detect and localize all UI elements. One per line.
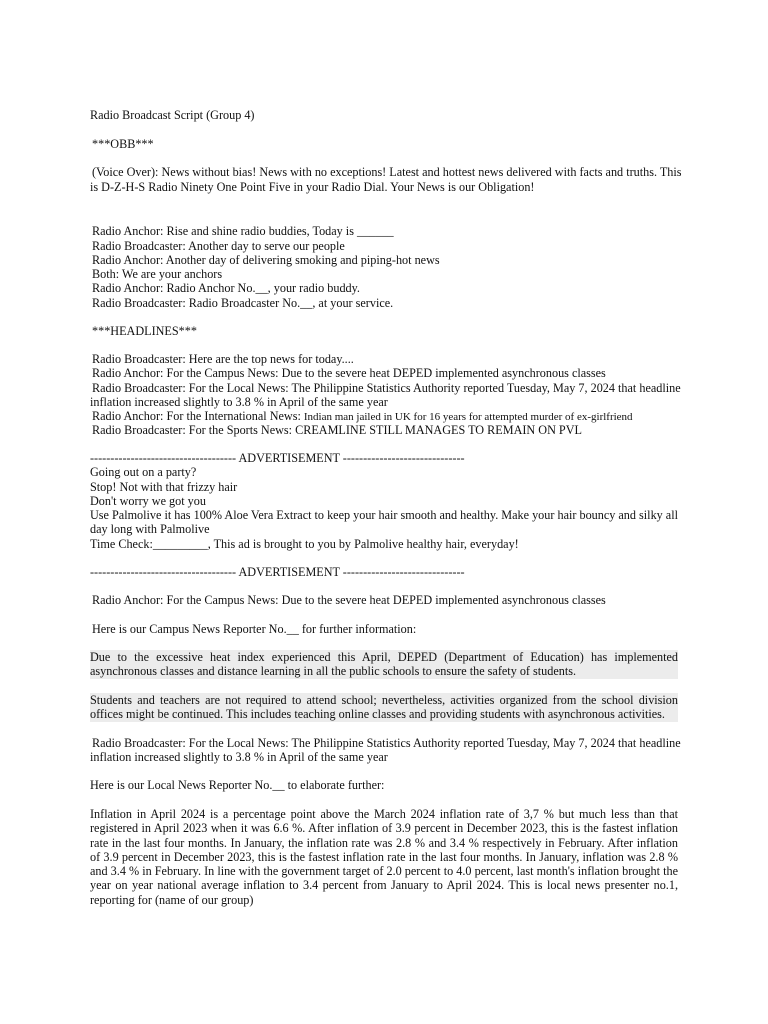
ad-line: Stop! Not with that frizzy hair bbox=[90, 480, 238, 494]
intro-line: Both: We are your anchors bbox=[92, 267, 223, 281]
voice-over-line-2: is D-Z-H-S Radio Ninety One Point Five in your Radio Dial. Your News is our Obligation! bbox=[90, 180, 535, 194]
headline-campus: Radio Anchor: For the Campus News: Due to the severe heat DEPED implemented asynchronous classes bbox=[92, 366, 606, 380]
campus-reporter-intro: Here is our Campus News Reporter No.__ for further information: bbox=[92, 622, 417, 636]
headlines-heading: ***HEADLINES*** bbox=[92, 324, 197, 338]
local-broadcaster-line-1: Radio Broadcaster: For the Local News: The Philippine Statistics Authority reported Tuesday, May 7, 2024 that headline bbox=[92, 736, 681, 750]
intro-line: Radio Anchor: Another day of delivering smoking and piping-hot news bbox=[92, 253, 440, 267]
campus-news-paragraph-1: Due to the excessive heat index experienced this April, DEPED (Department of Education) has implemented asynchronous classes and distance learning in all the public schools to ensure the safety of students. bbox=[90, 650, 678, 679]
ad-line: Don't worry we got you bbox=[90, 494, 206, 508]
advertisement-separator: ------------------------------------ ADVERTISEMENT ------------------------------ bbox=[90, 565, 465, 579]
headline-local-line-1: Radio Broadcaster: For the Local News: The Philippine Statistics Authority reported Tuesday, May 7, 2024 that headline bbox=[92, 381, 681, 395]
document-title: Radio Broadcast Script (Group 4) bbox=[90, 108, 255, 122]
intro-line: Radio Anchor: Radio Anchor No.__, your radio buddy. bbox=[92, 281, 360, 295]
campus-news-paragraph-2: Students and teachers are not required to attend school; nevertheless, activities organized from the school division offices might be continued. This includes teaching online classes and providing students with asynchronous activities. bbox=[90, 693, 678, 722]
local-reporter-intro: Here is our Local News Reporter No.__ to elaborate further: bbox=[90, 778, 385, 792]
headline-top: Radio Broadcaster: Here are the top news for today.... bbox=[92, 352, 354, 366]
intro-line: Radio Broadcaster: Radio Broadcaster No.__, at your service. bbox=[92, 296, 394, 310]
headline-international bbox=[92, 409, 680, 424]
advertisement-separator: ------------------------------------ ADVERTISEMENT ------------------------------ bbox=[90, 451, 465, 465]
campus-anchor-line: Radio Anchor: For the Campus News: Due to the severe heat DEPED implemented asynchronous classes bbox=[92, 593, 606, 607]
headline-international-prefix: Radio Anchor: For the International News: bbox=[92, 409, 304, 423]
intro-line: Radio Broadcaster: Another day to serve our people bbox=[92, 239, 345, 253]
headline-international-text: Indian man jailed in UK for 16 years for attempted murder of ex-girlfriend bbox=[303, 411, 633, 423]
headline-local-line-2: inflation increased slightly to 3.8 % in April of the same year bbox=[90, 395, 388, 409]
local-broadcaster-line-2: inflation increased slightly to 3.8 % in April of the same year bbox=[90, 750, 388, 764]
ad-time-check: Time Check:_________, This ad is brought to you by Palmolive healthy hair, everyday! bbox=[90, 537, 519, 551]
headline-sports: Radio Broadcaster: For the Sports News: CREAMLINE STILL MANAGES TO REMAIN ON PVL bbox=[92, 423, 582, 437]
ad-line: Going out on a party? bbox=[90, 465, 197, 479]
voice-over-line-1: (Voice Over): News without bias! News with no exceptions! Latest and hottest news delivered with facts and truths. This bbox=[92, 165, 682, 179]
local-news-paragraph: Inflation in April 2024 is a percentage point above the March 2024 inflation rate of 3,7 % but much less than that registered in April 2023 when it was 6.6 %. After inflation of 3.9 percent in December 2023, this is the fastest inflation rate in the last four months. In January, the inflation rate was 2.8 % and 3.4 % respectively in February. After inflation of 3.9 percent in December 2023, this is the fastest inflation rate in the last four months. In January, inflation was 2.8 % and 3.4 % in February. In line with the government target of 2.0 percent to 4.0 percent, last month's inflation brought the year on year national average inflation to 3.4 percent from January to April 2024. This is local news presenter no.1, reporting for (name of our group) bbox=[90, 807, 678, 907]
obb-heading: ***OBB*** bbox=[92, 137, 154, 151]
intro-line: Radio Anchor: Rise and shine radio buddies, Today is ______ bbox=[92, 224, 394, 238]
ad-body: Use Palmolive it has 100% Aloe Vera Extract to keep your hair smooth and healthy. Make your hair bouncy and silky all day long with Palmolive bbox=[90, 508, 678, 537]
